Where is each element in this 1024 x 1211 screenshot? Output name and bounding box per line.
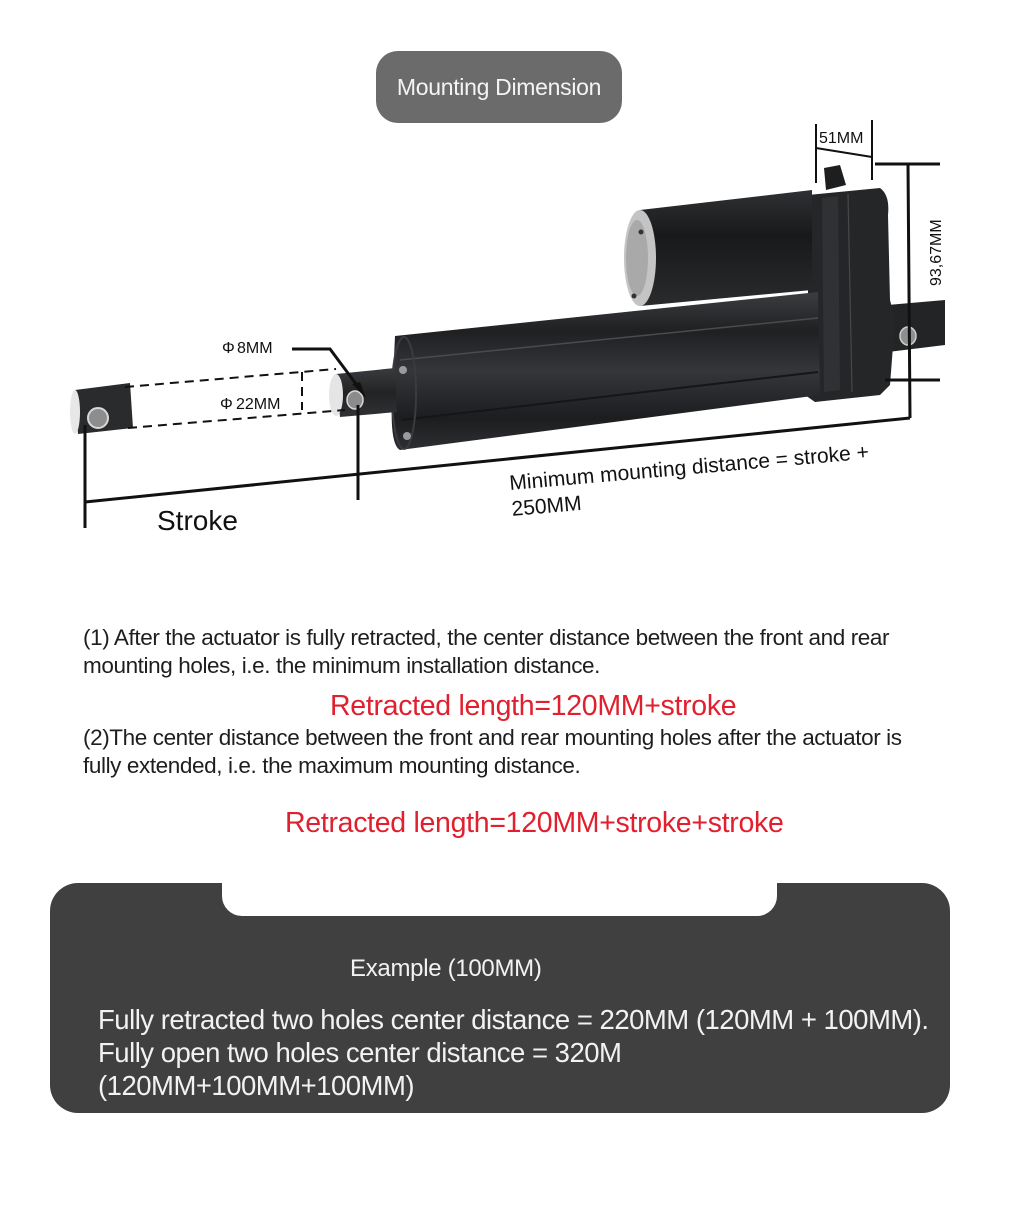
phi-symbol-8: Φ xyxy=(222,340,235,357)
example-body: Fully retracted two holes center distance = 220MM (120MM + 100MM). Fully open two holes center distance = 320M (120MM+100MM+100MM) xyxy=(98,1004,929,1101)
rod-projection-lines xyxy=(125,369,345,428)
stroke-label: Stroke xyxy=(157,505,238,536)
note-retracted: (1) After the actuator is fully retracted, the center distance between the front and rear mounting holes, i.e. the minimum installation distance. xyxy=(83,625,890,678)
example-title: Example (100MM) xyxy=(350,955,542,982)
height-label: 93,67MM xyxy=(928,219,945,286)
section-title: Mounting Dimension xyxy=(396,73,602,100)
rear-bracket xyxy=(888,300,945,352)
extended-rod-end xyxy=(70,383,133,434)
hole-diameter-label: 8MM xyxy=(237,340,273,357)
actuator-diagram xyxy=(0,0,1024,560)
motor xyxy=(624,190,812,306)
note-extended: (2)The center distance between the front and rear mounting holes after the actuator is fully extended, i.e. the maximum mounting distance. xyxy=(83,725,902,778)
width-label: 51MM xyxy=(819,130,864,147)
phi-symbol-22: Φ xyxy=(220,396,233,413)
formula-retracted: Retracted length=120MM+stroke xyxy=(330,690,737,722)
formula-extended: Retracted length=120MM+stroke+stroke xyxy=(285,807,784,839)
min-distance-line1: Minimum mounting distance = stroke + xyxy=(508,440,870,495)
outer-tube xyxy=(392,292,820,450)
rod-diameter-label: 22MM xyxy=(236,396,281,413)
min-distance-line2: 250MM xyxy=(510,491,583,521)
example-panel-notch xyxy=(222,875,777,916)
